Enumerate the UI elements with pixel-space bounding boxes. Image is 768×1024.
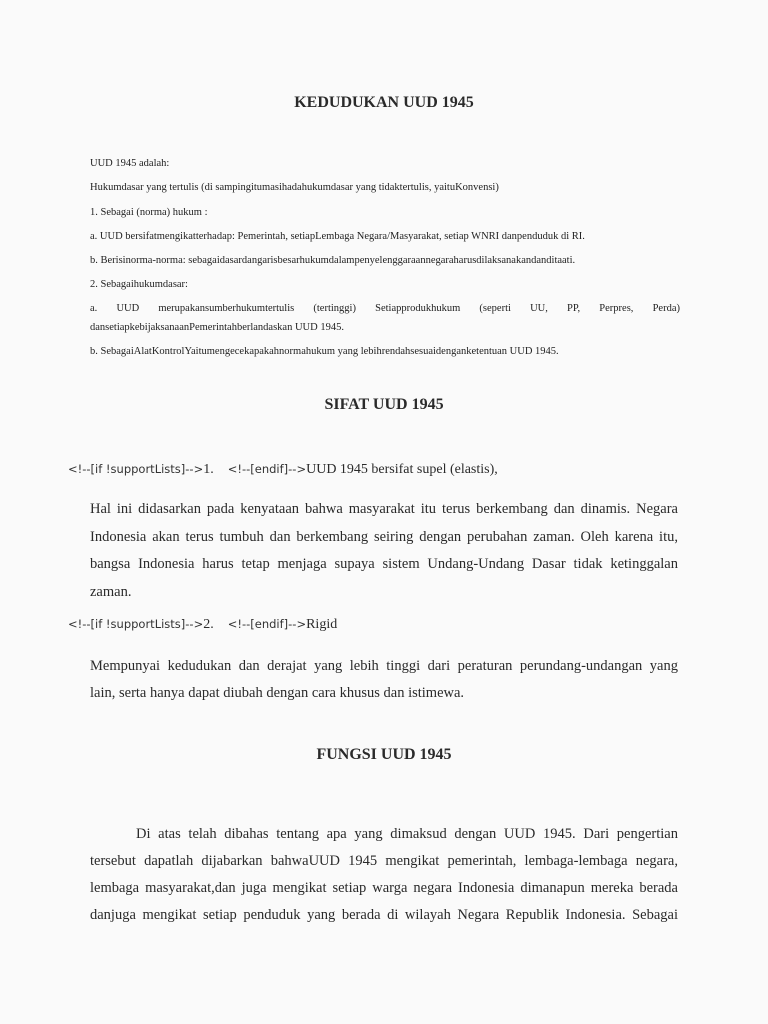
sifat-item-1-line: zaman. <box>90 583 132 600</box>
list-code-close: <!--[endif]--> <box>227 617 307 631</box>
sifat-item-1-line: bangsa Indonesia harus tetap menjaga supaya sistem Undang-Undang Dasar tidak ketinggalan <box>90 555 678 572</box>
sifat-item-2-heading <box>68 617 337 633</box>
fungsi-line: lembaga masyarakat,dan juga mengikat setiap warga negara Indonesia dimanapun mereka berada <box>90 879 678 896</box>
point-2-text: 2. Sebagaihukumdasar: <box>90 279 188 290</box>
section-title-sifat: SIFAT UUD 1945 <box>324 396 444 413</box>
sifat-item-1-heading <box>68 462 498 478</box>
sifat-item-1-line: Hal ini didasarkan pada kenyataan bahwa masyarakat itu terus berkembang dan dinamis. Negara <box>90 500 678 517</box>
list-number: 1. <box>203 462 214 477</box>
fungsi-line: danjuga mengikat setiap penduduk yang berada di wilayah Negara Republik Indonesia. Sebagai <box>90 906 678 923</box>
point-1a-text: a. UUD bersifatmengikatterhadap: Pemerintah, setiapLembaga Negara/Masyarakat, setiap WNRI danpenduduk di RI. <box>90 231 585 242</box>
section-title-kedudukan: KEDUDUKAN UUD 1945 <box>294 94 474 111</box>
point-2a-text-line2: dansetiapkebijaksanaanPemerintahberlandaskan UUD 1945. <box>90 322 344 333</box>
sifat-item-1-line: Indonesia akan terus tumbuh dan berkembang seiring dengan perubahan zaman. Oleh karena itu, <box>90 528 678 545</box>
item-heading-text: UUD 1945 bersifat supel (elastis), <box>306 462 498 477</box>
section-title-fungsi: FUNGSI UUD 1945 <box>316 746 452 763</box>
point-1b-text: b. Berisinorma-norma: sebagaidasardangarisbesarhukumdalampenyelenggaraannegaraharusdilaksanakandanditaati. <box>90 255 576 266</box>
sifat-item-2-line: lain, serta hanya dapat diubah dengan cara khusus dan istimewa. <box>90 684 465 701</box>
list-number: 2. <box>203 617 214 632</box>
fungsi-line: Di atas telah dibahas tentang apa yang dimaksud dengan UUD 1945. Dari pengertian <box>136 825 678 842</box>
definition-text: Hukumdasar yang tertulis (di sampingitumasihadahukumdasar yang tidaktertulis, yaituKonvensi) <box>90 182 499 193</box>
list-code-close: <!--[endif]--> <box>227 462 307 476</box>
point-2b-text: b. SebagaiAlatKontrolYaitumengecekapakahnormahukum yang lebihrendahsesuaidenganketentuan UUD 1945. <box>90 346 559 357</box>
point-2a-text-line1: a. UUD merupakansumberhukumtertulis (tertinggi) Setiapprodukhukum (seperti UU, PP, Perpres, Perda) <box>90 303 680 314</box>
fungsi-line: tersebut dapatlah dijabarkan bahwaUUD 1945 mengikat pemerintah, lembaga-lembaga negara, <box>90 852 678 869</box>
point-1-text: 1. Sebagai (norma) hukum : <box>90 207 208 218</box>
item-heading-text: Rigid <box>306 617 338 632</box>
list-code-open: <!--[if !supportLists]--> <box>68 462 204 476</box>
sifat-item-2-line: Mempunyai kedudukan dan derajat yang lebih tinggi dari peraturan perundang-undangan yang <box>90 657 678 674</box>
intro-text: UUD 1945 adalah: <box>90 158 170 169</box>
list-code-open: <!--[if !supportLists]--> <box>68 617 204 631</box>
